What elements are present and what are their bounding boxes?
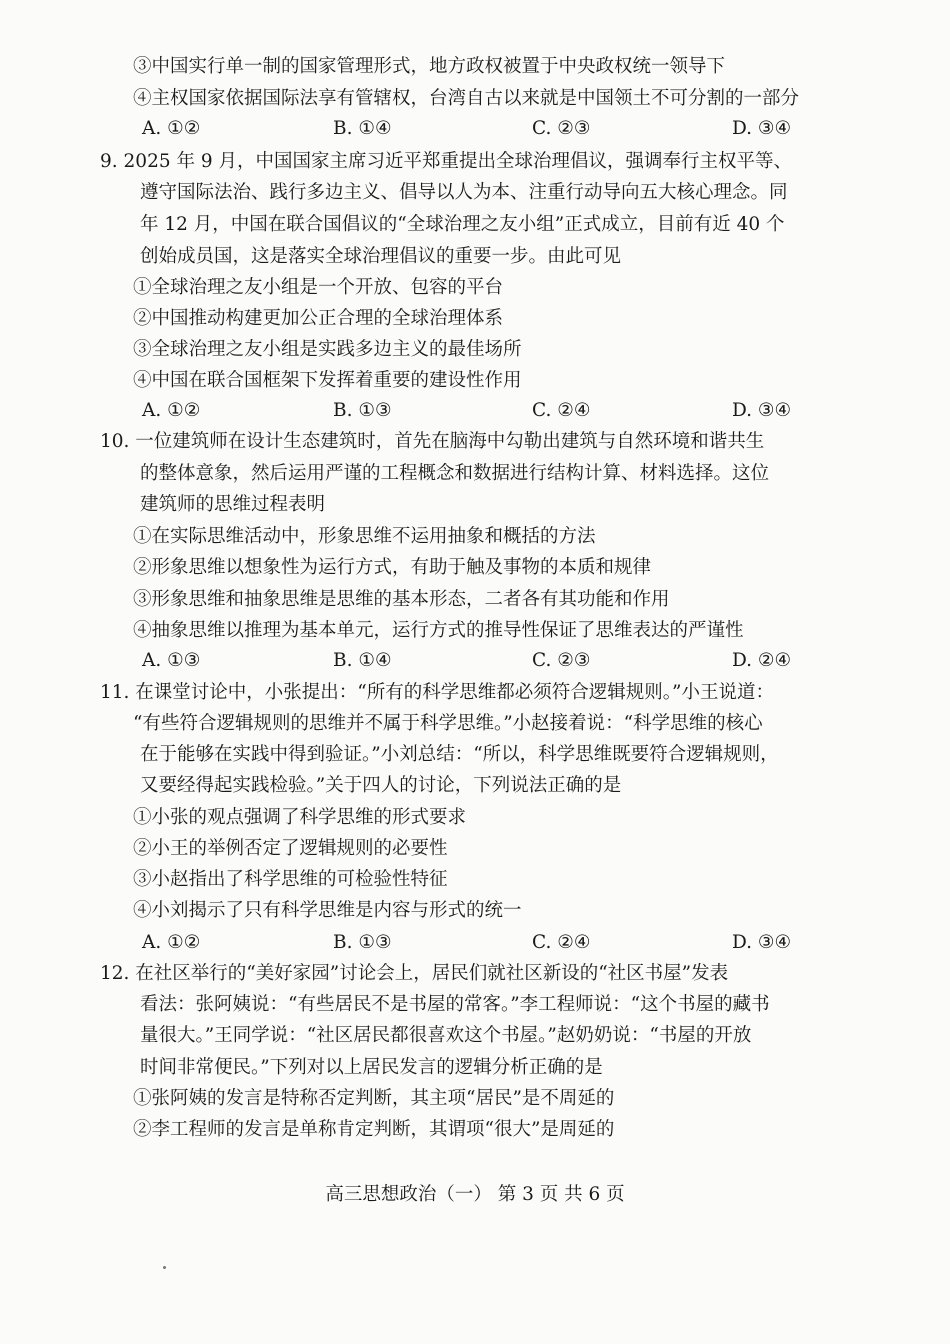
- page-footer: 高三思想政治（一） 第 3 页 共 6 页: [325, 1184, 625, 1205]
- q11-stem-line: “有些符合逻辑规则的思维并不属于科学思维。”小赵接着说：“科学思维的核心: [133, 713, 763, 734]
- q9-statement-3: ③全球治理之友小组是实践多边主义的最佳场所: [133, 339, 522, 360]
- q10-option-c: C. ②③: [532, 650, 591, 671]
- q8-statement-4: ④主权国家依据国际法享有管辖权，台湾自古以来就是中国领土不可分割的一部分: [133, 88, 800, 109]
- q11-option-a: A. ①②: [142, 932, 201, 953]
- q12-stem-line: 量很大。”王同学说：“社区居民都很喜欢这个书屋。”赵奶奶说：“书屋的开放: [140, 1025, 752, 1046]
- q10-statement-2: ②形象思维以想象性为运行方式，有助于触及事物的本质和规律: [133, 557, 652, 578]
- q8-options: [0, 115, 950, 143]
- q8-option-b: B. ①④: [333, 118, 392, 139]
- q10-option-b: B. ①④: [333, 650, 392, 671]
- q9-option-d: D. ③④: [732, 400, 792, 421]
- q10-stem-line: 建筑师的思维过程表明: [140, 494, 326, 515]
- q11-stem-line: 又要经得起实践检验。”关于四人的讨论，下列说法正确的是: [140, 775, 622, 796]
- q8-option-a: A. ①②: [142, 118, 201, 139]
- q8-option-d: D. ③④: [732, 118, 792, 139]
- q9-stem-line: 9. 2025 年 9 月，中国国家主席习近平郑重提出全球治理倡议，强调奉行主权平等、: [100, 151, 793, 172]
- q10-statement-4: ④抽象思维以推理为基本单元，运行方式的推导性保证了思维表达的严谨性: [133, 620, 744, 641]
- q10-stem-line: 的整体意象，然后运用严谨的工程概念和数据进行结构计算、材料选择。这位: [140, 463, 770, 484]
- q9-option-b: B. ①③: [333, 400, 392, 421]
- q9-options: [0, 397, 950, 425]
- q11-statement-1: ①小张的观点强调了科学思维的形式要求: [133, 807, 467, 828]
- q11-option-b: B. ①③: [333, 932, 392, 953]
- q10-options: [0, 647, 950, 675]
- q12-stem-line: 12. 在社区举行的“美好家园”讨论会上，居民们就社区新设的“社区书屋”发表: [100, 963, 729, 984]
- q9-statement-1: ①全球治理之友小组是一个开放、包容的平台: [133, 277, 504, 298]
- q9-statement-2: ②中国推动构建更加公正合理的全球治理体系: [133, 308, 504, 329]
- q11-stem-line: 在于能够在实践中得到验证。”小刘总结：“所以，科学思维既要符合逻辑规则，: [140, 744, 779, 765]
- q9-statement-4: ④中国在联合国框架下发挥着重要的建设性作用: [133, 370, 522, 391]
- q8-statement-3: ③中国实行单一制的国家管理形式，地方政权被置于中央政权统一领导下: [133, 56, 726, 77]
- q9-option-a: A. ①②: [142, 400, 201, 421]
- q10-statement-1: ①在实际思维活动中，形象思维不运用抽象和概括的方法: [133, 526, 596, 547]
- q11-option-d: D. ③④: [732, 932, 792, 953]
- scan-speck: [163, 1266, 166, 1269]
- q10-option-a: A. ①③: [142, 650, 201, 671]
- q11-statement-2: ②小王的举例否定了逻辑规则的必要性: [133, 838, 448, 859]
- q10-statement-3: ③形象思维和抽象思维是思维的基本形态，二者各有其功能和作用: [133, 589, 670, 610]
- q9-stem-line: 创始成员国，这是落实全球治理倡议的重要一步。由此可见: [140, 246, 622, 267]
- q11-options: [0, 929, 950, 957]
- q12-statement-1: ①张阿姨的发言是特称否定判断，其主项“居民”是不周延的: [133, 1088, 615, 1109]
- q12-stem-line: 看法：张阿姨说：“有些居民不是书屋的常客。”李工程师说：“这个书屋的藏书: [140, 994, 770, 1015]
- q12-stem-line: 时间非常便民。”下列对以上居民发言的逻辑分析正确的是: [140, 1057, 603, 1078]
- q11-option-c: C. ②④: [532, 932, 591, 953]
- q10-stem-line: 10. 一位建筑师在设计生态建筑时，首先在脑海中勾勒出建筑与自然环境和谐共生: [100, 431, 765, 452]
- q9-option-c: C. ②④: [532, 400, 591, 421]
- q10-option-d: D. ②④: [732, 650, 792, 671]
- q11-stem-line: 11. 在课堂讨论中，小张提出：“所有的科学思维都必须符合逻辑规则。”小王说道：: [100, 682, 774, 703]
- q12-statement-2: ②李工程师的发言是单称肯定判断，其谓项“很大”是周延的: [133, 1119, 615, 1140]
- q11-statement-4: ④小刘揭示了只有科学思维是内容与形式的统一: [133, 900, 522, 921]
- q9-stem-line: 遵守国际法治、践行多边主义、倡导以人为本、注重行动导向五大核心理念。同: [140, 182, 788, 203]
- q11-statement-3: ③小赵指出了科学思维的可检验性特征: [133, 869, 448, 890]
- q9-stem-line: 年 12 月，中国在联合国倡议的“全球治理之友小组”正式成立，目前有近 40 个: [140, 214, 785, 235]
- q8-option-c: C. ②③: [532, 118, 591, 139]
